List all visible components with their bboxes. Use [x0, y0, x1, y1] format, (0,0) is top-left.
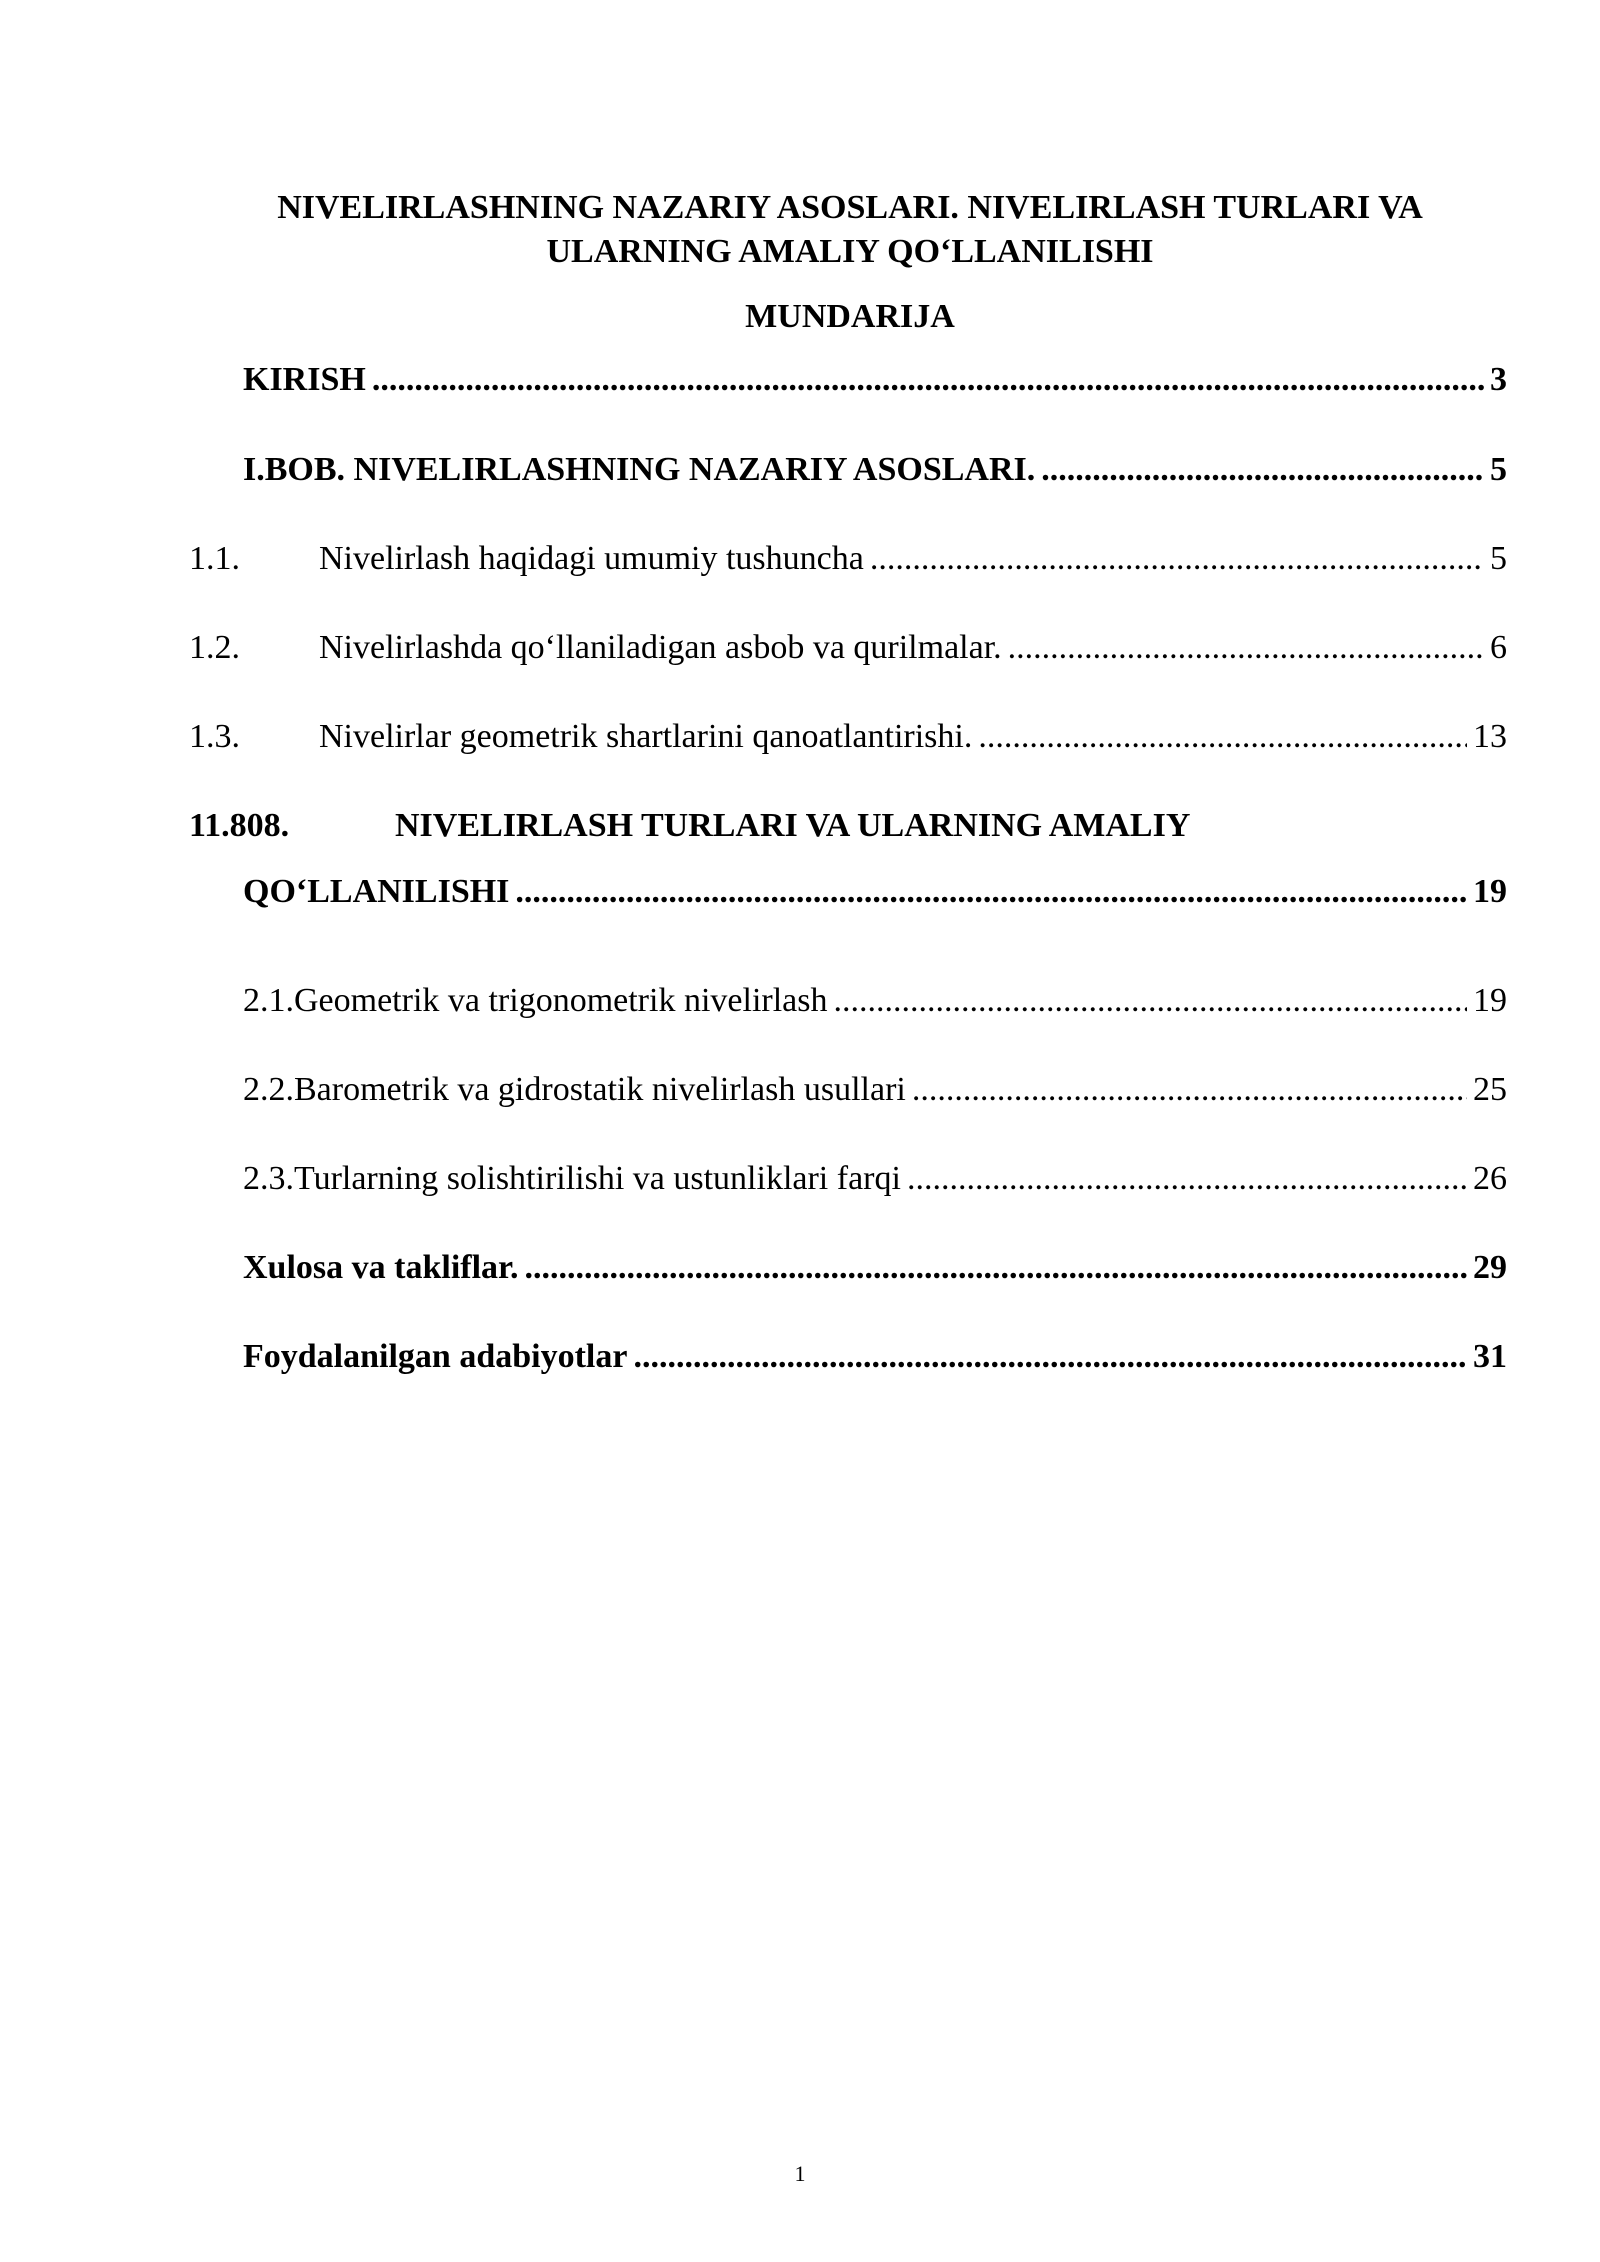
toc-entry-number: 1.2.	[189, 629, 240, 666]
toc-leader-dots	[1041, 448, 1484, 492]
toc-entry-chapter-1[interactable]	[243, 448, 1507, 492]
document-title	[150, 186, 1550, 274]
toc-leader-dots	[833, 979, 1467, 1023]
toc-leader-dots	[515, 870, 1467, 914]
toc-entry-chapter-2-title-line-1[interactable]: NIVELIRLASH TURLARI VA ULARNING AMALIY	[395, 807, 1191, 844]
toc-entry-page: 6	[1490, 629, 1507, 666]
toc-entry-xulosa[interactable]	[243, 1246, 1507, 1290]
toc-leader-dots	[978, 715, 1467, 759]
toc-entry-chapter-2-number: 11.808.	[189, 807, 290, 844]
toc-entry-text: QO‘LLANILISHI	[243, 873, 510, 910]
toc-entry-page: 19	[1473, 873, 1507, 910]
toc-entry-chapter-2[interactable]	[243, 870, 1507, 914]
toc-entry-section-2-1[interactable]	[243, 979, 1507, 1023]
toc-leader-dots	[870, 537, 1484, 581]
toc-entry-page: 13	[1473, 718, 1507, 755]
toc-leader-dots	[633, 1335, 1467, 1379]
toc-entry-page: 29	[1473, 1249, 1507, 1286]
toc-entry-text: Xulosa va takliflar.	[243, 1249, 519, 1286]
toc-leader-dots	[912, 1068, 1467, 1112]
toc-entry-section-1-2[interactable]	[189, 626, 1507, 670]
toc-entry-page: 19	[1473, 982, 1507, 1019]
toc-entry-text: KIRISH	[243, 361, 366, 398]
toc-entry-number: 1.1.	[189, 540, 240, 577]
toc-entry-number: 1.3.	[189, 718, 240, 755]
toc-entry-text: 2.1.Geometrik va trigonometrik nivelirlash	[243, 982, 828, 1019]
toc-leader-dots	[907, 1157, 1467, 1201]
toc-leader-dots	[372, 358, 1484, 402]
toc-entry-text: Nivelirlar geometrik shartlarini qanoatlantirishi.	[319, 718, 973, 755]
title-line-2: ULARNING AMALIY QO‘LLANILISHI	[546, 233, 1154, 270]
title-line-1: NIVELIRLASHNING NAZARIY ASOSLARI. NIVELIRLASH TURLARI VA	[277, 189, 1423, 226]
toc-entry-section-1-3[interactable]	[189, 715, 1507, 759]
toc-entry-page: 3	[1490, 361, 1507, 398]
toc-entry-text: Foydalanilgan adabiyotlar	[243, 1338, 628, 1375]
toc-entry-section-2-3[interactable]	[243, 1157, 1507, 1201]
toc-entry-adabiyotlar[interactable]	[243, 1335, 1507, 1379]
toc-entry-text: Nivelirlash haqidagi umumiy tushuncha	[319, 540, 864, 577]
toc-entry-page: 25	[1473, 1071, 1507, 1108]
toc-entry-text: Nivelirlashda qo‘llaniladigan asbob va qurilmalar.	[319, 629, 1002, 666]
toc-entry-page: 31	[1473, 1338, 1507, 1375]
page-number: 1	[794, 2161, 806, 2186]
toc-leader-dots	[525, 1246, 1467, 1290]
toc-leader-dots	[1008, 626, 1484, 670]
toc-entry-page: 26	[1473, 1160, 1507, 1197]
toc-entry-section-2-2[interactable]	[243, 1068, 1507, 1112]
toc-entry-kirish[interactable]	[243, 358, 1507, 402]
toc-entry-text: 2.3.Turlarning solishtirilishi va ustunliklari farqi	[243, 1160, 901, 1197]
toc-entry-text: I.BOB. NIVELIRLASHNING NAZARIY ASOSLARI.	[243, 451, 1036, 488]
toc-heading: MUNDARIJA	[745, 298, 955, 335]
toc-entry-page: 5	[1490, 540, 1507, 577]
toc-entry-page: 5	[1490, 451, 1507, 488]
toc-entry-section-1-1[interactable]	[189, 537, 1507, 581]
toc-entry-text: 2.2.Barometrik va gidrostatik nivelirlash usullari	[243, 1071, 906, 1108]
